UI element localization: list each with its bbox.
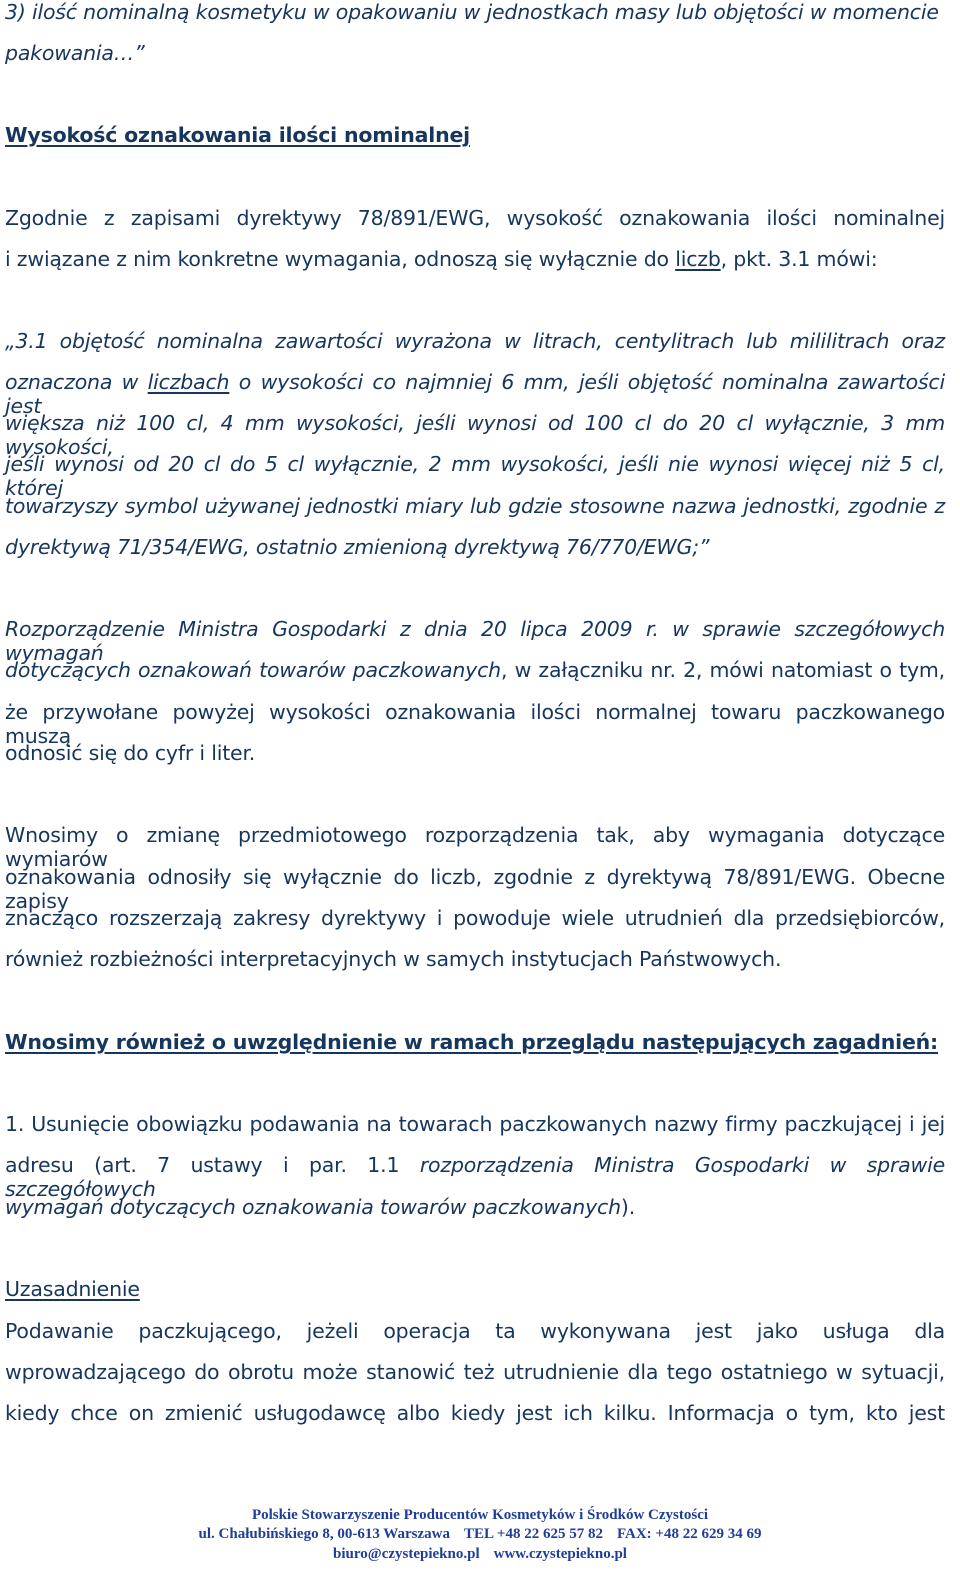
text-span: dotyczących oznakowań towarów paczkowanych	[5, 658, 501, 682]
paragraph-line: 3) ilość nominalną kosmetyku w opakowaniu w jednostkach masy lub objętości w momencie	[5, 0, 939, 24]
quote-line: towarzyszy symbol używanej jednostki miary lub gdzie stosowne nazwa jednostki, zgodnie z	[5, 494, 945, 518]
text-span: rozporządzenia Ministra Gospodarki w sprawie szczegółowych	[5, 1153, 946, 1201]
quote-line: jeśli wynosi od 20 cl do 5 cl wyłącznie, 2 mm wysokości, jeśli nie wynosi więcej niż 5 cl, której	[5, 452, 945, 500]
footer-contact	[0, 1525, 960, 1543]
paragraph-line: Rozporządzenie Ministra Gospodarki z dnia 20 lipca 2009 r. w sprawie szczegółowych wymagań	[5, 617, 945, 665]
footer-fax: FAX: +48 22 629 34 69	[616, 1526, 762, 1542]
text-span: , w załączniku nr. 2, mówi natomiast o tym,	[500, 658, 945, 682]
section-heading: Wysokość oznakowania ilości nominalnej	[5, 123, 470, 147]
paragraph-line	[5, 247, 945, 271]
section-heading: Wnosimy również o uwzględnienie w ramach przeglądu następujących zagadnień:	[5, 1030, 939, 1054]
paragraph-line: że przywołane powyżej wysokości oznakowania ilości normalnej towaru paczkowanego muszą	[5, 700, 945, 748]
paragraph-line: wprowadzającego do obrotu może stanowić też utrudnienie dla tego ostatniego w sytuacji,	[5, 1360, 945, 1384]
text-span: adresu (art. 7 ustawy i par. 1.1	[5, 1153, 420, 1177]
liczbach-link[interactable]: liczbach	[147, 370, 230, 394]
text-span: , pkt. 3.1 mówi:	[720, 247, 878, 271]
footer-address: ul. Chałubińskiego 8, 00-613 Warszawa	[198, 1526, 450, 1542]
footer-links	[0, 1545, 960, 1563]
paragraph-line	[5, 1195, 945, 1219]
liczb-link[interactable]: liczb	[675, 247, 721, 271]
paragraph-line: znacząco rozszerzają zakresy dyrektywy i powoduje wiele utrudnień dla przedsiębiorców,	[5, 906, 945, 930]
paragraph-line: odnosić się do cyfr i liter.	[5, 741, 256, 765]
footer-tel: TEL +48 22 625 57 82	[463, 1526, 603, 1542]
text-span: o wysokości co najmniej 6 mm, jeśli objętość nominalna zawartości jest	[5, 370, 945, 418]
text-span: ).	[620, 1195, 636, 1219]
footer-email[interactable]: biuro@czystepiekno.pl	[333, 1546, 480, 1562]
paragraph-line: 1. Usunięcie obowiązku podawania na towarach paczkowanych nazwy firmy paczkującej i jej	[5, 1112, 945, 1136]
text-span: oznaczona w	[5, 370, 148, 394]
footer-website[interactable]: www.czystepiekno.pl	[493, 1546, 627, 1562]
quote-line: większa niż 100 cl, 4 mm wysokości, jeśli wynosi od 100 cl do 20 cl wyłącznie, 3 mm wysokości,	[5, 411, 945, 459]
subheading: Uzasadnienie	[5, 1277, 140, 1301]
paragraph-line: również rozbieżności interpretacyjnych w samych instytucjach Państwowych.	[5, 947, 782, 971]
text-span: wymagań dotyczących oznakowania towarów paczkowanych	[5, 1195, 621, 1219]
paragraph-line	[5, 658, 945, 682]
paragraph-line: Podawanie paczkującego, jeżeli operacja ta wykonywana jest jako usługa dla	[5, 1319, 945, 1343]
paragraph-line: oznakowania odnosiły się wyłącznie do liczb, zgodnie z dyrektywą 78/891/EWG. Obecne zapisy	[5, 865, 945, 913]
quote-line: dyrektywą 71/354/EWG, ostatnio zmienioną dyrektywą 76/770/EWG;”	[5, 535, 710, 559]
paragraph-line: Wnosimy o zmianę przedmiotowego rozporządzenia tak, aby wymagania dotyczące wymiarów	[5, 823, 945, 871]
footer-org: Polskie Stowarzyszenie Producentów Kosmetyków i Środków Czystości	[251, 1507, 709, 1523]
paragraph-line: pakowania…”	[5, 41, 145, 65]
paragraph-line	[5, 1153, 945, 1201]
text-span: i związane z nim konkretne wymagania, odnoszą się wyłącznie do	[5, 247, 676, 271]
paragraph-line: Zgodnie z zapisami dyrektywy 78/891/EWG, wysokość oznakowania ilości nominalnej	[5, 206, 945, 230]
paragraph-line: kiedy chce on zmienić usługodawcę albo kiedy jest ich kilku. Informacja o tym, kto jest	[5, 1401, 945, 1425]
quote-line: „3.1 objętość nominalna zawartości wyrażona w litrach, centylitrach lub mililitrach oraz	[5, 329, 945, 353]
